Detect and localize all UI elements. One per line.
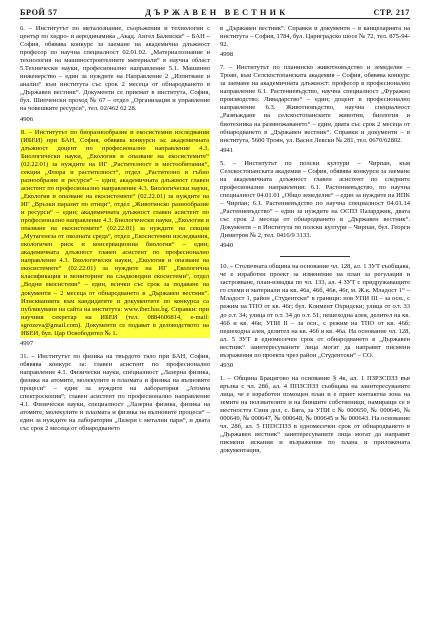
- announcement-paragraph: 5. – Институтът по полски култури – Чирпан, към Селскостопанската академия – София, обявява конкурси за заемане на академичната длъжност главен асистент по следните професионални направления: 6.1. Растениевъдство, по научна специалност 04.01.01 „Общо земеделие“ – един за нуждите на ИПК – Чирпан; 6.1. Растениевъдство по научна специалност 04.01.14 „Растениевъдство“ – един за нуждите на ОСПЗ Пазарджик, двата със срок 2 месеца от обнародването в „Държавен вестник“. Документи – в Института по полски култури – Чирпан, бул. Георги Димитров № 2, тел. 0416/9 3133.: [220, 159, 410, 240]
- announcement-paragraph: 10. – Столичната община на основание чл. 128, ал. 1 ЗУТ съобщава, че е изработен проект за изменение на план за регулация и застрояване, план-извадка по чл. 133, ал. 4 ЗУТ с придружаващите го схеми и материали на кв. 46а, 46б, 46в, 46г, м. Ж.к. Младост 1“ – Младост 1, район „Студентски“ в граници: нов УПИ III – за осн., с режим на ТПО от кв. 46г; бул. Климент Охридски; улица от о.т. 33 до о.т. 34; улица от о.т. 34 до о.т. 51; пешеходна алея, делител на кв. 46б и кв. 46в, УПИ II – за осн., с режим на ТПО от кв. 46б; пешеходна алея, делител на кв. 46б и кв. 46а. На основание чл. 128, ал. 5 ЗУТ в едномесечен срок от обнародването в „Държавен вестник“ заинтересуваните лица могат да направят писмени възражения по проекта чрез район „Студентски“ – СО.: [220, 263, 410, 359]
- tracking-number: 4941: [220, 146, 234, 154]
- page-header: [20, 8, 410, 19]
- highlighted-announcement-paragraph: 8. – Институтът по биоразнообразие и екосистемни изследвания (ИБЕИ) при БАН, София, обявява конкурси за: академичната длъжност доцент по професионално направление 4.3. Биологически науки, „Екология и опазване на екосистемите“ (02.22.01) за нуждите на ИГ „Растителност и местообитания“, секция „Флора и растителност“, отдел „Растително и гъбно разнообразие и ресурси“ – един; академичната длъжност главен асистент по професионално направление 4.3. Биологически науки, „Екология и опазване на екосистемите“ (02.22.01) за нуждите на ИГ „Връзки паразит по птици“, отдел „Животинско разнообразие и ресурси“ – един; академичната длъжност главен асистент по професионално направление 4.3. Биологически науки, „Екология и опазване на екосистемите“ (02.22.01) за нуждите на секция „Мутагенеза от околната среда“, отдел „Екосистемни изследвания, екологичен риск и консервационна биология“ – един; академичната длъжност главен асистент по професионално направление 4.3. Биологически науки, „Екология и опазване на екосистемите“ (02.22.01) за нуждите на ИГ „Екологична класификация и мониторинг на сладководни екосистеми“, отдел „Водни екосистеми“ – един, всички със срок за подаване на документи – 2 месеца от обнародването в „Държавен вестник“. Изискванията към кандидатите и документите по конкурса са публикувани на сайта на института: www.iber.bas.bg. Справки: при научния секретар на ИБЕИ (тел. 0884606814, e-mail: sgrozeva@gmail.com). Документи се подават в деловодството на ИБЕИ, бул. Цар Освободител № 1.: [21, 128, 209, 337]
- tracking-number: 4930: [220, 361, 234, 369]
- journal-title: Д Ъ Р Ж А В Е Н В Е С Т Н И К: [145, 8, 286, 17]
- right-column: [220, 25, 410, 459]
- announcement-paragraph: 1. – Община Брацигово на основание § 4к, ал. 1 ПЗРЗСПЗЗ във връзка с чл. 28б, ал. 4 ППЗСПЗЗ съобщава на заинтересуваните лица, че е изработен помощен план и е приет контактна зона на земите на ползвателите и на бившите собственици, намиращи се в местността Синя дол, с. Бяга, за УПИ с № 000650, № 000646, № 000649, № 000647, № 000648, № 000645 и № 000643. На основание чл. 28б, ал. 5 ППЗСПЗЗ в едномесечен срок от обнародването в „Държавен вестник“ заинтересуваните лица могат да направят писмени искания и възражения по плана и приложената документация,: [220, 374, 410, 455]
- announcement-paragraph: в „Държавен вестник“. Справки и документи – в канцеларията на института – София, 1784, бул. Цариградско шосе № 72, тел. 875-94-92.: [220, 25, 410, 49]
- issue-number: БРОЙ 57: [20, 8, 58, 17]
- tracking-number: 4997: [20, 339, 34, 347]
- left-column: [20, 25, 210, 459]
- tracking-number: 4940: [220, 242, 234, 250]
- section-divider: [280, 256, 350, 257]
- page-number: СТР. 217: [373, 8, 410, 17]
- two-column-body: [20, 25, 410, 459]
- announcement-paragraph: 31. – Институтът по физика на твърдото тяло при БАН, София, обявява конкурс за: главен асистент по професионално направление 4.1. Физически науки, специалност „Лазерна физика, физика на атомите, молекулите и плазмата и физика на вълновите процеси“ – един за нуждите на лаборатория „Атомна спектроскопия“; главен асистент по професионално направление 4.1. Физически науки, специалност „Лазерна физика, физика на атомите, молекулите и плазмата и физика на вълновите процеси“ – един за нуждите на лаборатория „Лазери с метални пари“, и двата със срок 2 месеца от обнародването: [20, 352, 210, 433]
- tracking-number: 4906: [20, 115, 34, 123]
- tracking-number: 4998: [220, 51, 234, 59]
- announcement-paragraph: 7. – Институтът по планинско животновъдство и земеделие – Троян, към Селскостопанската академия – София, обявява конкурс за заемане на академичната длъжност: професор в професионално направление 6.1. Растениевъдство, научна специалност „Фуражно производство. Ливадарство“ – един; доцент в професионално направление 6.3. Животновъдство, научна специалност „Развъждане на селскостопанските животни, биология и биотехника на размножаването“ – един, двата със срок 2 месеца от обнародването в „Държавен вестник“. Справки и документи – в института, 5600 Троян, ул. Васил Левски № 281, тел. 0670/62802.: [220, 64, 410, 144]
- announcement-paragraph: 6. – Институтът по металознание, съоръжения и технологии с център по хидро- и аеродинамика „Акад. Ангел Балевски“ – БАН – София, обявява конкурс за заемане на академична длъжност професор по научна специалност 02.01.02. „Материалознание и технология на машиностроителните материали“ в научна област 5.Технически науки, професионално направление 5.1. Машинно инженерство – един за нуждите на Направление 2 „Изпитване и анализ“ към института със срок 2 месеца от обнародването в „Държавен вестник“. Документи се приемат в института, София, бул. Шипченски проход № 67 – отдел „Организация и управление на човешките ресурси“, тел. 02/462 62 28.: [20, 25, 210, 113]
